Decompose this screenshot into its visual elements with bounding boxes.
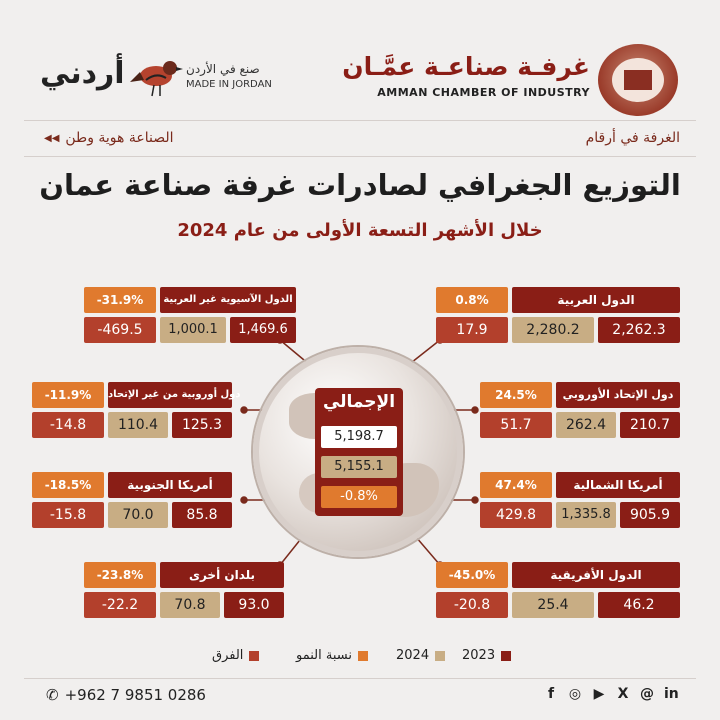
total-2023-value: 5,198.7 (321, 426, 397, 448)
chamber-name-ar: غرفـة صناعـة عمَّـان (342, 52, 590, 81)
total-growth-value: -0.8% (321, 486, 397, 508)
legend-diff-label: الفرق (212, 648, 244, 663)
region-diff: -14.8 (32, 412, 104, 438)
region-growth: 47.4% (480, 472, 552, 498)
region-growth: -31.9% (84, 287, 156, 313)
tag-chamber-in-numbers: الغرفة في أرقام (585, 130, 680, 146)
region-2023: 46.2 (598, 592, 680, 618)
region-2024: 1,335.8 (556, 502, 616, 528)
legend-2023 (462, 648, 511, 663)
region-growth: 0.8% (436, 287, 508, 313)
region-name: الدول الآسيوية غير العربية (160, 287, 296, 313)
region-growth: -11.9% (32, 382, 104, 408)
phone-contact[interactable] (46, 686, 206, 704)
legend-2023-swatch (501, 651, 511, 661)
region-diff: -22.2 (84, 592, 156, 618)
region-2023: 905.9 (620, 502, 680, 528)
region-growth: -45.0% (436, 562, 508, 588)
x-icon[interactable]: X (617, 686, 629, 702)
region-diff: 51.7 (480, 412, 552, 438)
made-in-jordan-en: MADE IN JORDAN (186, 79, 272, 90)
linkedin-icon[interactable]: in (664, 686, 679, 702)
legend-growth-swatch (358, 651, 368, 661)
legend-growth-label: نسبة النمو (296, 648, 352, 663)
facebook-icon[interactable]: f (547, 686, 555, 702)
legend-diff-swatch (249, 651, 259, 661)
region-2023: 125.3 (172, 412, 232, 438)
total-label: الإجمالي (322, 392, 396, 412)
region-growth: -18.5% (32, 472, 104, 498)
legend-2023-label: 2023 (462, 648, 496, 663)
region-diff: -469.5 (84, 317, 156, 343)
region-growth: -23.8% (84, 562, 156, 588)
region-name: أمريكا الجنوبية (108, 472, 232, 498)
legend-growth (296, 648, 368, 663)
region-2024: 262.4 (556, 412, 616, 438)
region-name: أمريكا الشمالية (556, 472, 680, 498)
region-diff: 17.9 (436, 317, 508, 343)
region-2024: 2,280.2 (512, 317, 594, 343)
instagram-icon[interactable]: ◎ (568, 686, 582, 702)
threads-icon[interactable]: @ (640, 686, 654, 702)
youtube-icon[interactable]: ▶ (593, 686, 605, 702)
legend-2024-swatch (435, 651, 445, 661)
region-name: دول الإتحاد الأوروبي (556, 382, 680, 408)
page-title: التوزيع الجغرافي لصادرات غرفة صناعة عمان (39, 168, 681, 202)
total-2024-value: 5,155.1 (321, 456, 397, 478)
urduni-logo: أردني (40, 56, 125, 91)
region-diff: -20.8 (436, 592, 508, 618)
region-name: الدول الأفريقية (512, 562, 680, 588)
region-2023: 85.8 (172, 502, 232, 528)
region-2024: 1,000.1 (160, 317, 226, 343)
tag-industry-identity-label: الصناعة هوية وطن (65, 130, 174, 146)
region-2024: 70.0 (108, 502, 168, 528)
region-2023: 93.0 (224, 592, 284, 618)
region-name: بلدان أخرى (160, 562, 284, 588)
page-subtitle: خلال الأشهر التسعة الأولى من عام 2024 (177, 220, 543, 241)
region-diff: 429.8 (480, 502, 552, 528)
double-arrow-icon: ◀◀ (44, 132, 60, 144)
social-links (544, 686, 678, 702)
phone-number: +962 7 9851 0286 (64, 686, 206, 704)
region-diff: -15.8 (32, 502, 104, 528)
legend-diff (212, 648, 259, 663)
region-2023: 210.7 (620, 412, 680, 438)
region-name: الدول العربية (512, 287, 680, 313)
made-in-jordan-ar: صنع في الأردن (186, 62, 260, 76)
legend-2024-label: 2024 (396, 648, 430, 663)
region-2024: 110.4 (108, 412, 168, 438)
legend-2024 (396, 648, 445, 663)
whatsapp-icon: ✆ (46, 686, 59, 704)
footer-divider (24, 678, 696, 679)
chamber-name-en: AMMAN CHAMBER OF INDUSTRY (377, 86, 590, 99)
region-name: دول أوروبية من غير الإتحاد (108, 382, 232, 408)
region-2024: 70.8 (160, 592, 220, 618)
region-2023: 2,262.3 (598, 317, 680, 343)
region-growth: 24.5% (480, 382, 552, 408)
region-2024: 25.4 (512, 592, 594, 618)
region-2023: 1,469.6 (230, 317, 296, 343)
